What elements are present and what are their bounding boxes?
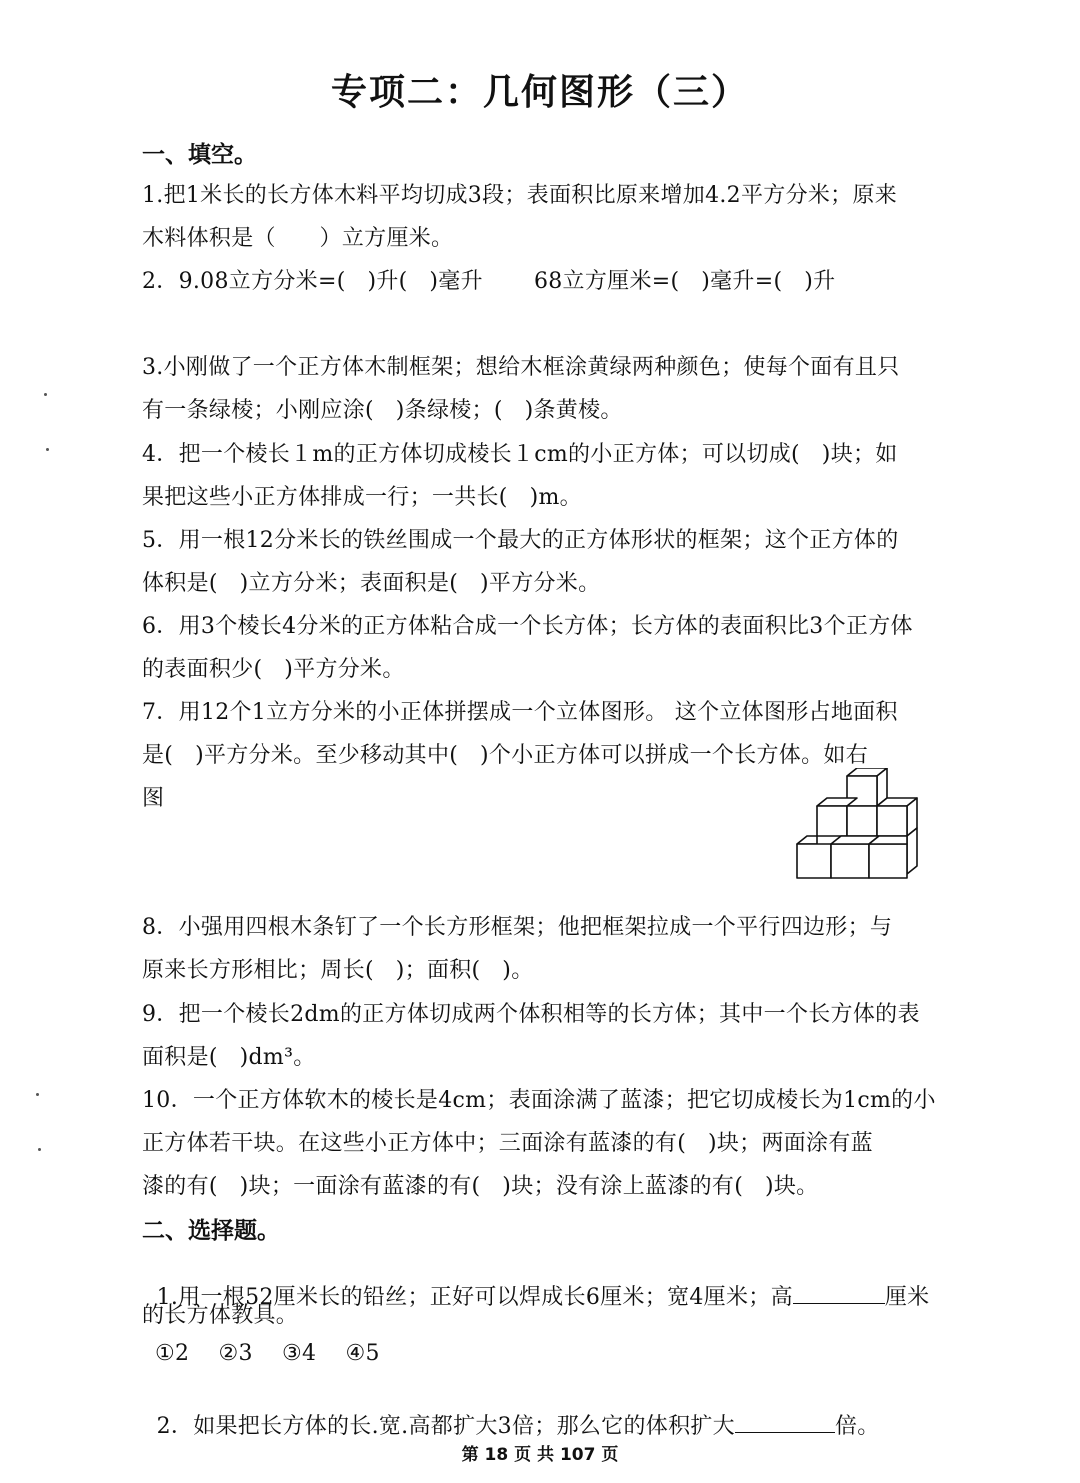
question-line: 图 bbox=[142, 786, 165, 811]
question-line: 面积是( )dm³。 bbox=[142, 1045, 316, 1070]
question-line: 果把这些小正方体排成一行；一共长( )m。 bbox=[142, 485, 582, 510]
question-line: 3.小刚做了一个正方体木制框架；想给木框涂黄绿两种颜色；使每个面有且只 bbox=[142, 355, 900, 380]
question-line: 5．用一根12分米长的铁丝围成一个最大的正方体形状的框架；这个正方体的 bbox=[142, 528, 899, 553]
section-heading-fill: 一、填空。 bbox=[142, 142, 257, 168]
question-line: 正方体若干块。在这些小正方体中；三面涂有蓝漆的有( )块；两面涂有蓝 bbox=[142, 1131, 873, 1156]
scan-speck bbox=[36, 1093, 39, 1096]
page-title: 专项二：几何图形（三） bbox=[330, 72, 749, 113]
question-line: 10．一个正方体软木的棱长是4cm；表面涂满了蓝漆；把它切成棱长为1cm的小 bbox=[142, 1088, 936, 1113]
question-line: 有一条绿棱；小刚应涂( )条绿棱；( )条黄棱。 bbox=[142, 398, 623, 423]
question-line: 木料体积是（ ）立方厘米。 bbox=[142, 226, 454, 251]
choice-q1-options: ①2 ②3 ③4 ④5 bbox=[155, 1341, 380, 1366]
section-heading-choice: 二、选择题。 bbox=[142, 1218, 280, 1244]
scan-speck bbox=[44, 393, 47, 396]
page-footer: 第 18 页 共 107 页 bbox=[461, 1445, 619, 1465]
question-line: 漆的有( )块；一面涂有蓝漆的有( )块；没有涂上蓝漆的有( )块。 bbox=[142, 1174, 819, 1199]
question-line: 7．用12个1立方分米的小正体拼摆成一个立体图形。 这个立体图形占地面积 bbox=[142, 700, 898, 725]
question-line: 原来长方形相比；周长( )；面积( )。 bbox=[142, 958, 534, 983]
question-line: 体积是( )立方分米；表面积是( )平方分米。 bbox=[142, 571, 601, 596]
question-line: 1.把1米长的长方体木料平均切成3段；表面积比原来增加4.2平方分米；原来 bbox=[142, 183, 898, 208]
question-line: 2．9.08立方分米=( )升( )毫升 68立方厘米=( )毫升=( )升 bbox=[142, 269, 836, 294]
scan-speck bbox=[46, 448, 49, 451]
scan-speck bbox=[38, 1148, 41, 1151]
question-line: 的表面积少( )平方分米。 bbox=[142, 657, 405, 682]
question-line: 8．小强用四根木条钉了一个长方形框架；他把框架拉成一个平行四边形；与 bbox=[142, 915, 893, 940]
question-line: 9．把一个棱长2dm的正方体切成两个体积相等的长方体；其中一个长方体的表 bbox=[142, 1002, 920, 1027]
choice-q2-text: 2．如果把长方体的长.宽.高都扩大3倍；那么它的体积扩大 bbox=[156, 1414, 735, 1439]
answer-blank bbox=[735, 1412, 835, 1433]
question-line: 6．用3个棱长4分米的正方体粘合成一个长方体；长方体的表面积比3个正方体 bbox=[142, 614, 913, 639]
choice-question-2 bbox=[142, 1384, 880, 1440]
choice-q2-unit: 倍。 bbox=[834, 1414, 880, 1439]
answer-blank bbox=[793, 1283, 885, 1304]
cube-stack-figure bbox=[795, 768, 925, 883]
question-line: 是( )平方分米。至少移动其中( )个小正方体可以拼成一个长方体。如右 bbox=[142, 743, 868, 768]
choice-q1-continuation: 的长方体教具。 bbox=[142, 1303, 299, 1328]
choice-q1-text: 1.用一根52厘米长的铅丝；正好可以焊成长6厘米；宽4厘米；高 bbox=[156, 1285, 793, 1310]
choice-q1-unit: 厘米 bbox=[884, 1285, 930, 1310]
question-line: 4．把一个棱长１m的正方体切成棱长１cm的小正方体；可以切成( )块；如 bbox=[142, 442, 898, 467]
